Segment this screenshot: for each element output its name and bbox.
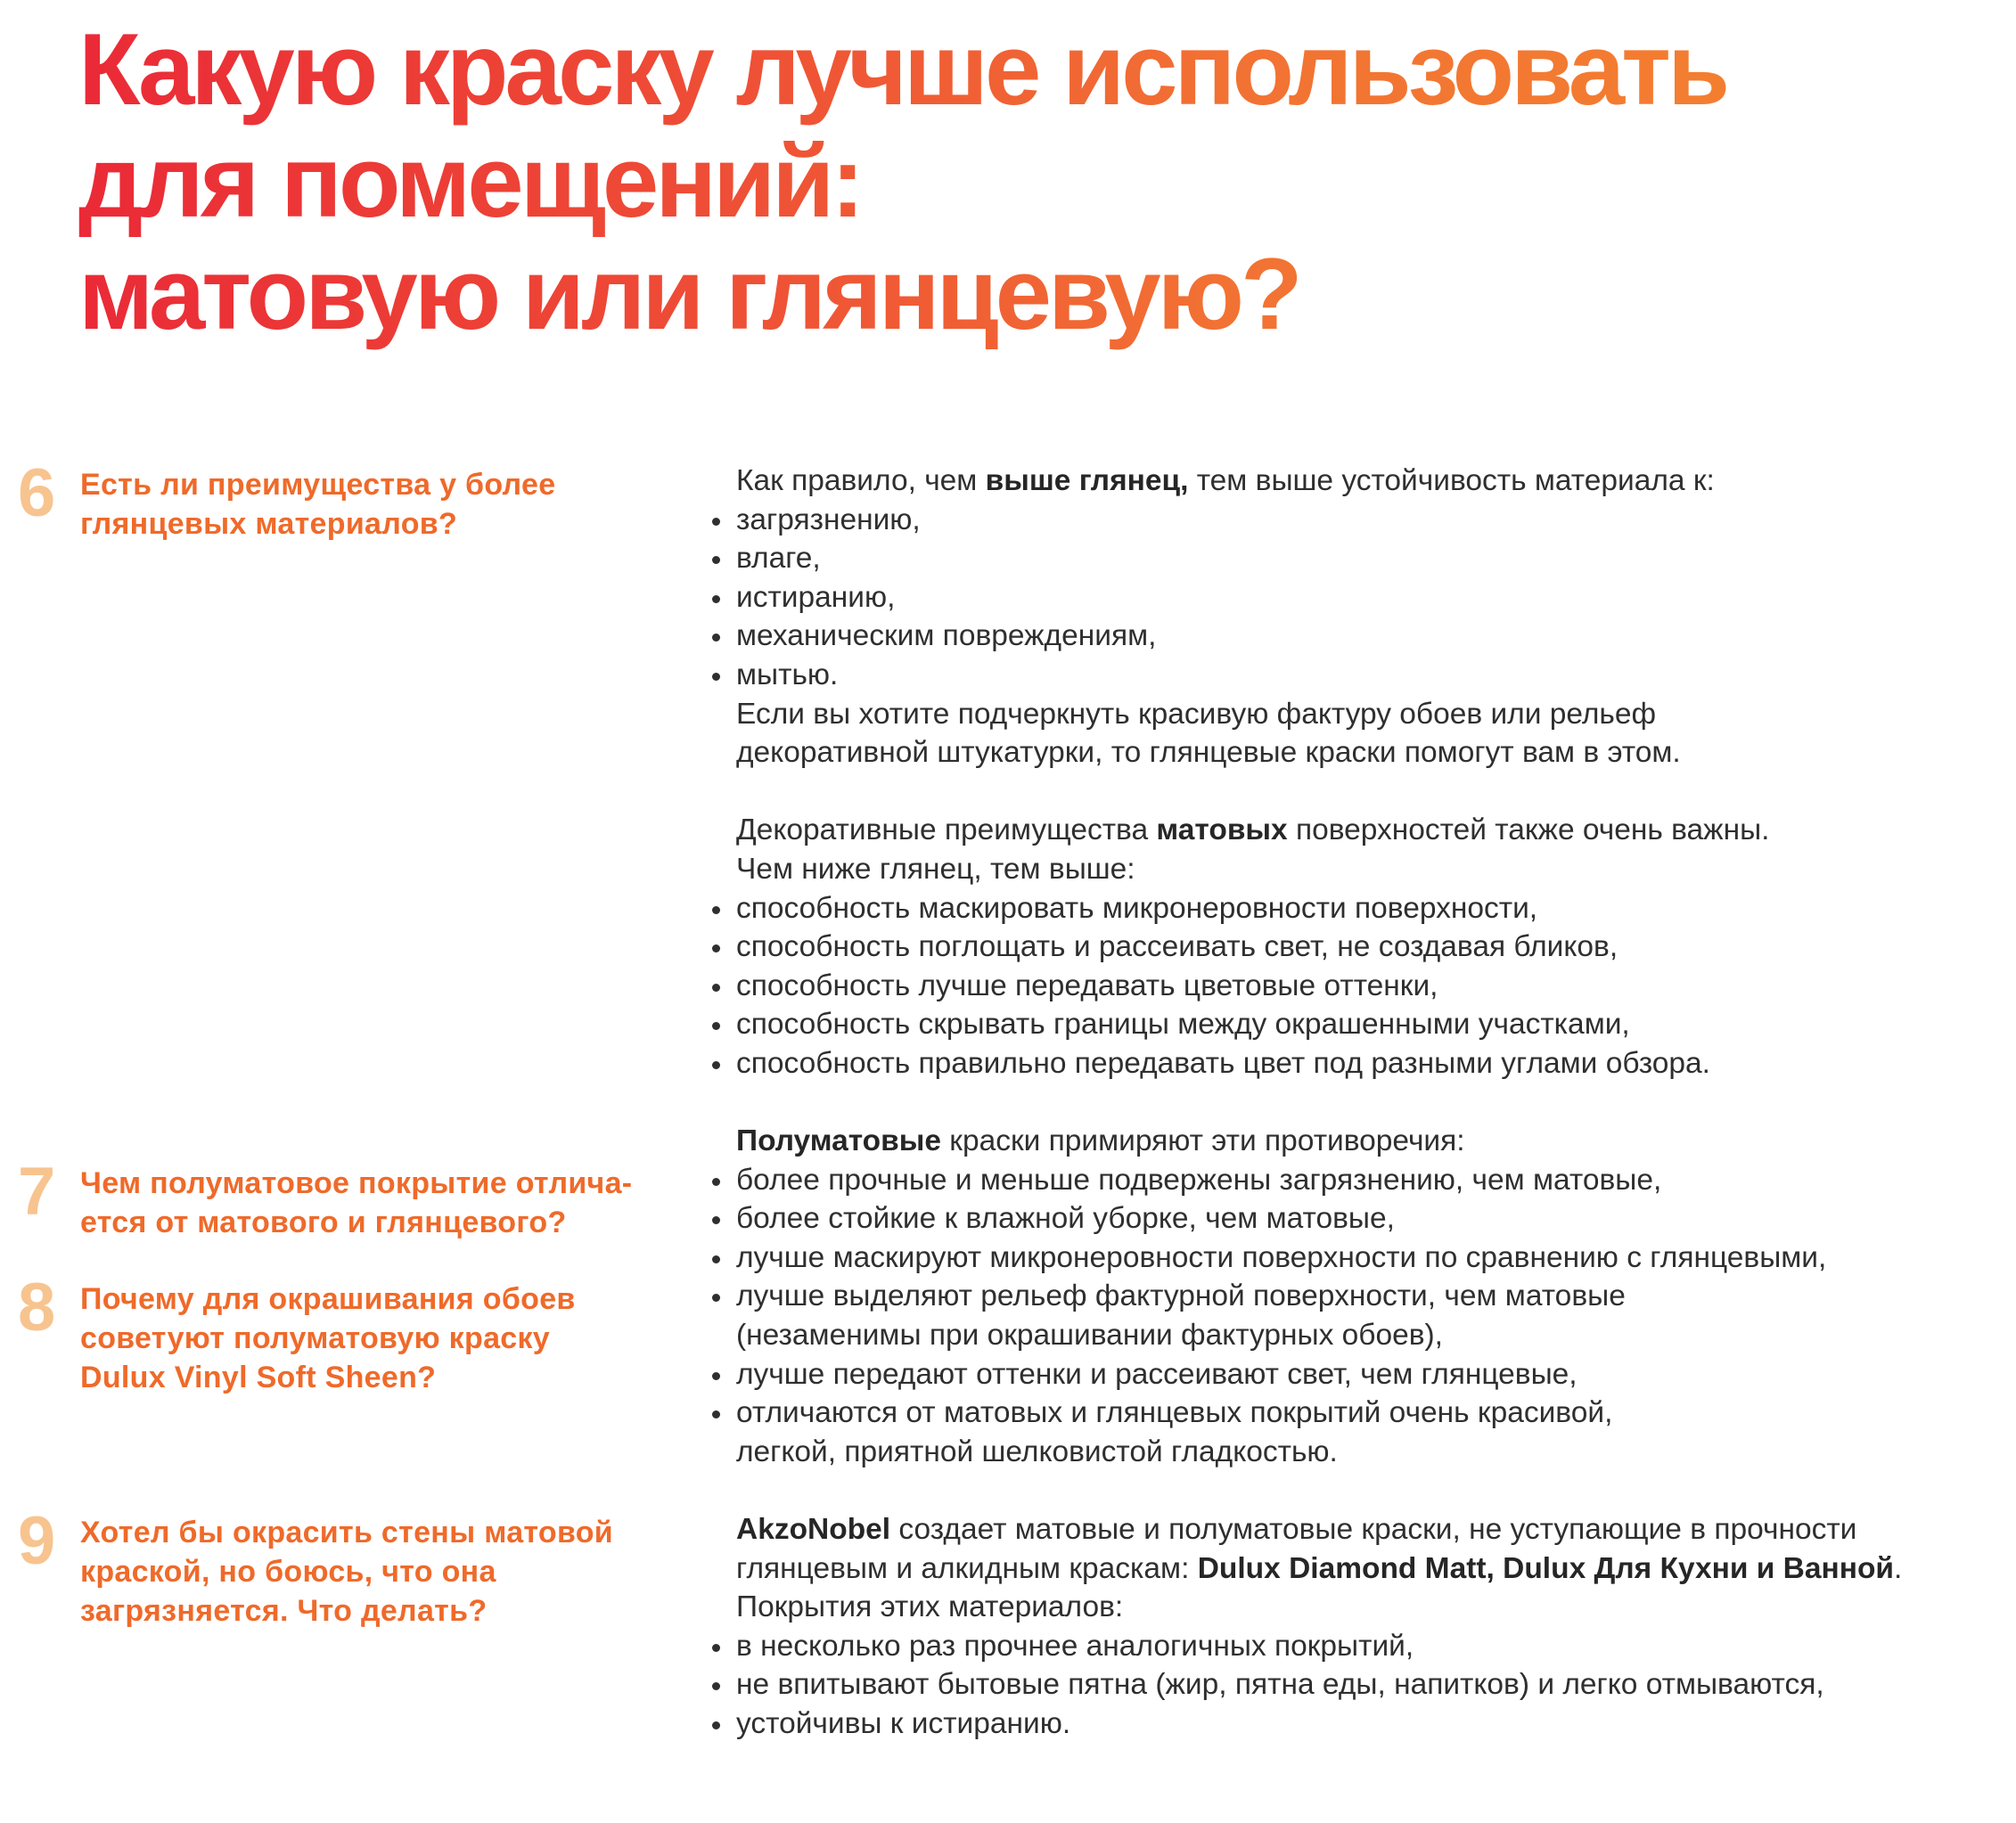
- question-number: 6: [18, 455, 56, 531]
- question-number: 9: [18, 1503, 56, 1579]
- list-item: способность поглощать и рассеивать свет, не создавая бликов,: [736, 928, 2002, 967]
- question-line: Почему для окрашивания обоев: [80, 1282, 576, 1316]
- question-line: ется от матового и глянцевого?: [80, 1206, 567, 1239]
- list-item: способность лучше передавать цветовые оттенки,: [736, 967, 2002, 1006]
- list-item: лучше маскируют микронеровности поверхности по сравнению с глянцевыми,: [736, 1238, 2002, 1278]
- title-line: матовую или глянцевую?: [78, 238, 1299, 351]
- question-line: Есть ли преимущества у более: [80, 468, 556, 502]
- list-item: загрязнению,: [736, 501, 2002, 540]
- question-number: 8: [18, 1270, 56, 1345]
- list-item: способность маскировать микронеровности поверхности,: [736, 889, 2002, 928]
- question-text: [80, 1164, 677, 1242]
- semi-intro: Полуматовые краски примиряют эти противоречия:: [736, 1124, 1465, 1158]
- list-item: более стойкие к влажной уборке, чем матовые,: [736, 1199, 2002, 1238]
- question-line: Dulux Vinyl Soft Sheen?: [80, 1361, 437, 1394]
- akzo-products: глянцевым и алкидным краскам: Dulux Diamond Matt, Dulux Для Кухни и Ванной.: [736, 1551, 1903, 1585]
- answers-column: [736, 462, 2002, 1744]
- question-line: глянцевых материалов?: [80, 507, 458, 541]
- list-item: способность скрывать границы между окрашенными участками,: [736, 1005, 2002, 1044]
- matt-intro-line2: Чем ниже глянец, тем выше:: [736, 852, 1135, 886]
- list-item-continuation: легкой, приятной шелковистой гладкостью.: [736, 1435, 1338, 1468]
- akzo-intro: AkzoNobel создает матовые и полуматовые краски, не уступающие в прочности: [736, 1513, 1857, 1547]
- question-line: загрязняется. Что делать?: [80, 1594, 488, 1628]
- list-item: устойчивы к истиранию.: [736, 1704, 2002, 1744]
- question-text: [80, 1279, 677, 1397]
- paragraph-line: Если вы хотите подчеркнуть красивую фактуру обоев или рельеф: [736, 697, 1657, 731]
- paragraph-line: декоративной штукатурки, то глянцевые краски помогут вам в этом.: [736, 736, 1681, 770]
- page-title: [78, 14, 2004, 351]
- list-item: в несколько раз прочнее аналогичных покрытий,: [736, 1627, 2002, 1666]
- question-text: [80, 1513, 677, 1631]
- list-item: лучше передают оттенки и рассеивают свет, чем глянцевые,: [736, 1355, 2002, 1394]
- gloss-intro: Как правило, чем выше глянец, тем выше устойчивость материала к:: [736, 464, 1715, 497]
- list-item: отличаются от матовых и глянцевых покрытий очень красивой,: [736, 1394, 2002, 1433]
- question-number: 7: [18, 1154, 56, 1230]
- list-item: влаге,: [736, 539, 2002, 578]
- matt-intro: Декоративные преимущества матовых поверхностей также очень важны.: [736, 813, 1770, 847]
- title-line: для помещений:: [78, 126, 862, 239]
- akzo-line3: Покрытия этих материалов:: [736, 1590, 1124, 1624]
- list-item: истиранию,: [736, 578, 2002, 617]
- list-item: мытью.: [736, 656, 2002, 695]
- list-item: лучше выделяют рельеф фактурной поверхности, чем матовые: [736, 1277, 2002, 1316]
- question-line: краской, но боюсь, что она: [80, 1555, 496, 1589]
- title-line: Какую краску лучше использовать: [78, 13, 1727, 127]
- question-text: [80, 465, 677, 544]
- question-line: Чем полуматовое покрытие отлича-: [80, 1166, 633, 1200]
- list-item: механическим повреждениям,: [736, 617, 2002, 656]
- list-item: способность правильно передавать цвет под разными углами обзора.: [736, 1044, 2002, 1083]
- question-line: советуют полуматовую краску: [80, 1321, 551, 1355]
- question-line: Хотел бы окрасить стены матовой: [80, 1516, 614, 1549]
- list-item-continuation: (незаменимы при окрашивании фактурных обоев),: [736, 1319, 1443, 1353]
- list-item: не впитывают бытовые пятна (жир, пятна еды, напитков) и легко отмываются,: [736, 1665, 2002, 1704]
- list-item: более прочные и меньше подвержены загрязнению, чем матовые,: [736, 1161, 2002, 1200]
